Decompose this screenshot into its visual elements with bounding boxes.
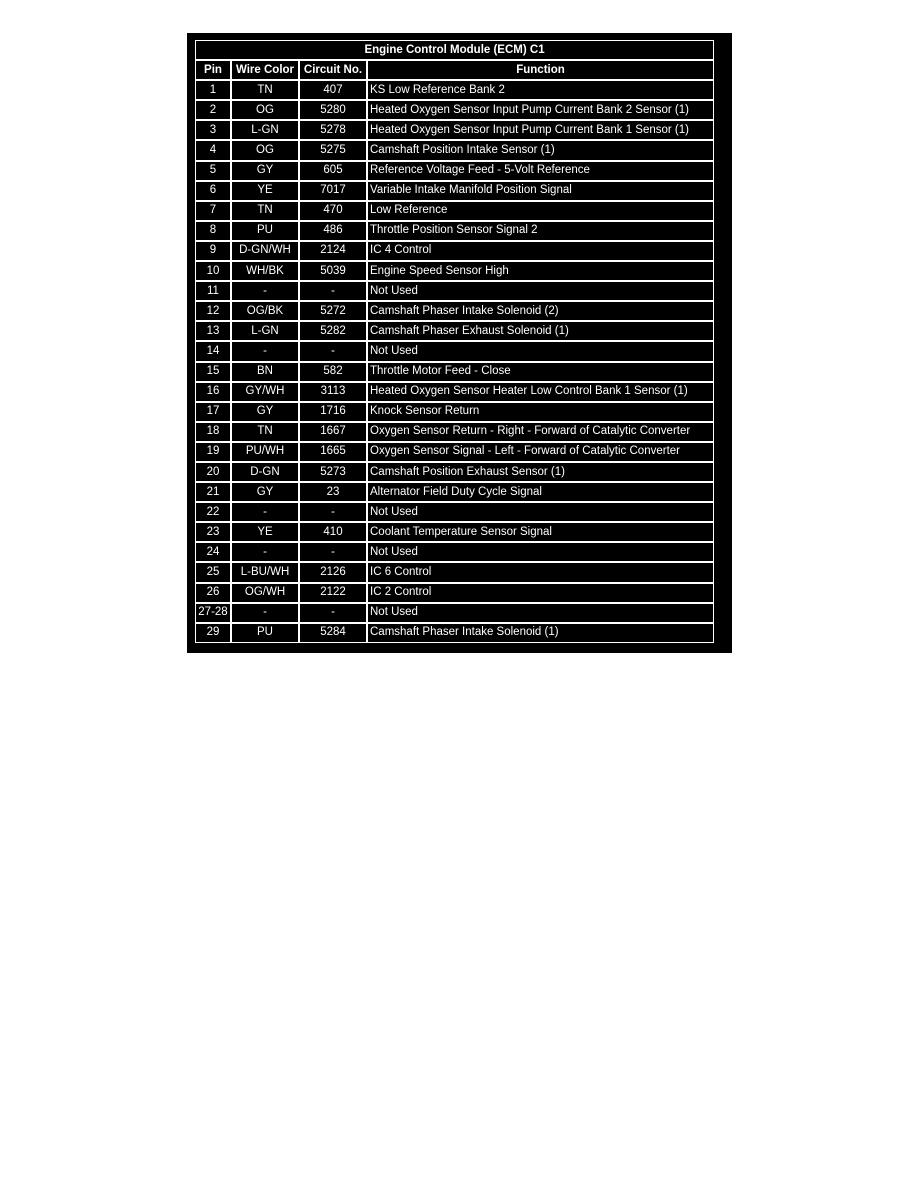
cell-function: Camshaft Phaser Exhaust Solenoid (1)	[367, 321, 714, 341]
cell-wire-color: D-GN/WH	[231, 241, 299, 261]
cell-pin: 24	[195, 542, 231, 562]
header-function: Function	[367, 60, 714, 80]
cell-function: IC 4 Control	[367, 241, 714, 261]
cell-function: Camshaft Phaser Intake Solenoid (1)	[367, 623, 714, 643]
cell-wire-color: -	[231, 281, 299, 301]
cell-pin: 19	[195, 442, 231, 462]
table-row	[195, 281, 714, 301]
table-row	[195, 120, 714, 140]
cell-wire-color: GY	[231, 402, 299, 422]
table-header-row	[195, 60, 714, 80]
cell-wire-color: BN	[231, 362, 299, 382]
table-row	[195, 140, 714, 160]
cell-wire-color: PU/WH	[231, 442, 299, 462]
connector-pinout-table	[195, 40, 714, 643]
cell-pin: 11	[195, 281, 231, 301]
header-pin: Pin	[195, 60, 231, 80]
cell-pin: 27-28	[195, 603, 231, 623]
cell-pin: 8	[195, 221, 231, 241]
cell-pin: 14	[195, 341, 231, 361]
cell-pin: 5	[195, 161, 231, 181]
cell-circuit-no: 3113	[299, 382, 367, 402]
cell-function: Throttle Position Sensor Signal 2	[367, 221, 714, 241]
cell-function: Low Reference	[367, 201, 714, 221]
connector-table-panel	[187, 33, 732, 653]
cell-function: Not Used	[367, 603, 714, 623]
cell-wire-color: OG	[231, 140, 299, 160]
cell-wire-color: PU	[231, 221, 299, 241]
cell-function: Camshaft Position Intake Sensor (1)	[367, 140, 714, 160]
cell-function: Throttle Motor Feed - Close	[367, 362, 714, 382]
cell-pin: 1	[195, 80, 231, 100]
cell-wire-color: -	[231, 603, 299, 623]
cell-function: Not Used	[367, 341, 714, 361]
cell-pin: 7	[195, 201, 231, 221]
table-row	[195, 422, 714, 442]
header-wire-color: Wire Color	[231, 60, 299, 80]
cell-function: Not Used	[367, 502, 714, 522]
table-row	[195, 542, 714, 562]
cell-circuit-no: 2124	[299, 241, 367, 261]
cell-function: Not Used	[367, 281, 714, 301]
cell-function: Heated Oxygen Sensor Input Pump Current Bank 1 Sensor (1)	[367, 120, 714, 140]
cell-wire-color: OG/WH	[231, 583, 299, 603]
table-title: Engine Control Module (ECM) C1	[195, 40, 714, 60]
cell-pin: 25	[195, 562, 231, 582]
cell-circuit-no: 23	[299, 482, 367, 502]
cell-pin: 13	[195, 321, 231, 341]
cell-pin: 9	[195, 241, 231, 261]
table-row	[195, 462, 714, 482]
cell-pin: 4	[195, 140, 231, 160]
cell-function: IC 6 Control	[367, 562, 714, 582]
cell-wire-color: L-BU/WH	[231, 562, 299, 582]
cell-function: IC 2 Control	[367, 583, 714, 603]
cell-function: Oxygen Sensor Signal - Left - Forward of Catalytic Converter	[367, 442, 714, 462]
cell-wire-color: PU	[231, 623, 299, 643]
cell-function: Camshaft Phaser Intake Solenoid (2)	[367, 301, 714, 321]
cell-pin: 6	[195, 181, 231, 201]
cell-wire-color: OG/BK	[231, 301, 299, 321]
cell-pin: 18	[195, 422, 231, 442]
table-row	[195, 522, 714, 542]
cell-wire-color: WH/BK	[231, 261, 299, 281]
cell-pin: 21	[195, 482, 231, 502]
table-row	[195, 442, 714, 462]
cell-pin: 12	[195, 301, 231, 321]
cell-function: Heated Oxygen Sensor Input Pump Current Bank 2 Sensor (1)	[367, 100, 714, 120]
cell-wire-color: D-GN	[231, 462, 299, 482]
header-circuit-no: Circuit No.	[299, 60, 367, 80]
cell-circuit-no: 5280	[299, 100, 367, 120]
cell-function: Alternator Field Duty Cycle Signal	[367, 482, 714, 502]
cell-wire-color: TN	[231, 201, 299, 221]
cell-pin: 2	[195, 100, 231, 120]
table-row	[195, 161, 714, 181]
cell-function: Not Used	[367, 542, 714, 562]
table-body	[195, 80, 714, 643]
cell-circuit-no: 1667	[299, 422, 367, 442]
cell-pin: 26	[195, 583, 231, 603]
cell-function: Reference Voltage Feed - 5-Volt Reference	[367, 161, 714, 181]
cell-circuit-no: 1716	[299, 402, 367, 422]
cell-circuit-no: 5272	[299, 301, 367, 321]
cell-wire-color: -	[231, 341, 299, 361]
cell-function: Oxygen Sensor Return - Right - Forward of Catalytic Converter	[367, 422, 714, 442]
cell-circuit-no: 407	[299, 80, 367, 100]
cell-wire-color: -	[231, 542, 299, 562]
cell-pin: 23	[195, 522, 231, 542]
cell-function: Coolant Temperature Sensor Signal	[367, 522, 714, 542]
cell-function: Engine Speed Sensor High	[367, 261, 714, 281]
table-row	[195, 221, 714, 241]
cell-wire-color: GY/WH	[231, 382, 299, 402]
cell-circuit-no: 5039	[299, 261, 367, 281]
table-row	[195, 502, 714, 522]
table-row	[195, 562, 714, 582]
cell-pin: 15	[195, 362, 231, 382]
cell-function: KS Low Reference Bank 2	[367, 80, 714, 100]
cell-circuit-no: -	[299, 542, 367, 562]
table-row	[195, 362, 714, 382]
cell-wire-color: YE	[231, 181, 299, 201]
cell-function: Camshaft Position Exhaust Sensor (1)	[367, 462, 714, 482]
cell-circuit-no: 410	[299, 522, 367, 542]
cell-function: Heated Oxygen Sensor Heater Low Control Bank 1 Sensor (1)	[367, 382, 714, 402]
cell-circuit-no: -	[299, 603, 367, 623]
table-row	[195, 301, 714, 321]
cell-circuit-no: 582	[299, 362, 367, 382]
cell-circuit-no: 2126	[299, 562, 367, 582]
cell-circuit-no: -	[299, 281, 367, 301]
cell-pin: 16	[195, 382, 231, 402]
table-row	[195, 382, 714, 402]
cell-circuit-no: 5282	[299, 321, 367, 341]
cell-circuit-no: 486	[299, 221, 367, 241]
cell-pin: 22	[195, 502, 231, 522]
cell-pin: 3	[195, 120, 231, 140]
cell-wire-color: GY	[231, 482, 299, 502]
cell-pin: 10	[195, 261, 231, 281]
table-row	[195, 241, 714, 261]
table-row	[195, 321, 714, 341]
cell-circuit-no: 5275	[299, 140, 367, 160]
cell-circuit-no: 470	[299, 201, 367, 221]
table-title-row	[195, 40, 714, 60]
cell-function: Knock Sensor Return	[367, 402, 714, 422]
cell-pin: 20	[195, 462, 231, 482]
cell-wire-color: OG	[231, 100, 299, 120]
cell-wire-color: L-GN	[231, 120, 299, 140]
cell-circuit-no: 5284	[299, 623, 367, 643]
cell-wire-color: YE	[231, 522, 299, 542]
cell-wire-color: L-GN	[231, 321, 299, 341]
cell-function: Variable Intake Manifold Position Signal	[367, 181, 714, 201]
cell-wire-color: -	[231, 502, 299, 522]
cell-wire-color: GY	[231, 161, 299, 181]
table-row	[195, 100, 714, 120]
cell-circuit-no: -	[299, 502, 367, 522]
cell-circuit-no: 1665	[299, 442, 367, 462]
cell-circuit-no: 5278	[299, 120, 367, 140]
table-row	[195, 583, 714, 603]
cell-circuit-no: 2122	[299, 583, 367, 603]
cell-pin: 17	[195, 402, 231, 422]
table-row	[195, 341, 714, 361]
cell-wire-color: TN	[231, 422, 299, 442]
cell-circuit-no: 5273	[299, 462, 367, 482]
cell-circuit-no: -	[299, 341, 367, 361]
table-row	[195, 181, 714, 201]
cell-wire-color: TN	[231, 80, 299, 100]
table-row	[195, 623, 714, 643]
cell-circuit-no: 7017	[299, 181, 367, 201]
cell-circuit-no: 605	[299, 161, 367, 181]
table-row	[195, 402, 714, 422]
cell-pin: 29	[195, 623, 231, 643]
table-row	[195, 201, 714, 221]
table-row	[195, 603, 714, 623]
table-row	[195, 482, 714, 502]
table-row	[195, 261, 714, 281]
table-row	[195, 80, 714, 100]
